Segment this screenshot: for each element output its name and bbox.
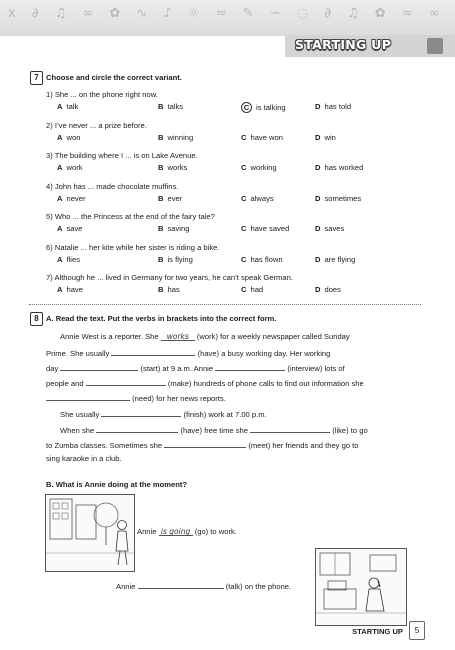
option-letter: A — [57, 254, 63, 264]
option-text: talks — [167, 102, 184, 111]
header-band — [0, 0, 455, 36]
option-text: never — [66, 193, 86, 203]
question-6-option-a[interactable] — [57, 255, 80, 264]
option-letter: C — [241, 163, 247, 172]
exercise-7-title: Choose and circle the correct variant. — [46, 73, 182, 82]
question-2-option-b[interactable] — [158, 133, 193, 142]
question-7-option-c[interactable] — [241, 285, 263, 294]
question-2-option-a[interactable] — [57, 133, 80, 142]
picture-1-sentence — [137, 527, 237, 536]
picture-annie-walking — [45, 494, 135, 572]
example-answer: is going — [160, 527, 191, 536]
option-letter: B — [158, 163, 164, 172]
section-divider — [29, 304, 421, 305]
text-line-3 — [46, 362, 345, 373]
option-letter: D — [315, 163, 321, 172]
option-text: ever — [167, 193, 183, 203]
page-title: STARTING UP — [295, 37, 392, 52]
text-line-4 — [46, 377, 364, 388]
question-2-option-c[interactable] — [241, 133, 283, 142]
option-letter: C — [241, 254, 247, 264]
option-letter: D — [315, 102, 321, 111]
option-letter: B — [158, 102, 164, 111]
question-6-option-c[interactable] — [241, 255, 283, 264]
option-text: have won — [250, 132, 283, 142]
text-segment: (make) hundreds of phone calls to find out information she — [167, 379, 364, 388]
text-segment: She usually — [60, 410, 100, 419]
text-segment: to Zumba classes. Sometimes she — [46, 441, 163, 450]
text-segment: (interview) lots of — [287, 364, 345, 373]
option-letter: D — [315, 254, 321, 264]
option-letter: A — [57, 224, 63, 233]
question-5-option-d[interactable] — [315, 224, 344, 233]
answer-gap[interactable] — [60, 362, 138, 371]
text-segment: (work) for a weekly newspaper called Sunday — [196, 332, 350, 341]
question-4-option-c[interactable] — [241, 194, 274, 203]
option-text: have saved — [250, 224, 290, 233]
option-text: talk — [66, 102, 79, 111]
answer-gap[interactable] — [86, 377, 166, 386]
text-segment: When she — [60, 426, 95, 435]
text-segment: (talk) on the phone. — [225, 582, 292, 591]
option-letter: D — [315, 285, 321, 294]
exercise-8a-title: A. Read the text. Put the verbs in brackets into the correct form. — [46, 314, 277, 323]
question-3-option-d[interactable] — [315, 163, 363, 172]
option-text: save — [66, 224, 83, 233]
option-letter: C — [241, 132, 247, 142]
question-4-option-a[interactable] — [57, 194, 85, 203]
answer-gap[interactable] — [111, 347, 195, 356]
option-text: are flying — [324, 254, 356, 264]
option-letter: C — [241, 193, 247, 203]
question-2-option-d[interactable] — [315, 133, 336, 142]
picture-annie-phone — [315, 548, 407, 626]
footer-label: STARTING UP — [352, 627, 403, 636]
street-scene-illustration — [46, 495, 134, 571]
option-text: working — [250, 163, 277, 172]
option-letter: C — [241, 224, 247, 233]
title-swatch — [427, 38, 443, 54]
question-5-option-c[interactable] — [241, 224, 289, 233]
text-line-6 — [60, 408, 267, 419]
text-segment: (go) to work. — [194, 527, 237, 536]
question-1-option-c[interactable] — [241, 102, 286, 113]
text-segment: (finish) work at 7.00 p.m. — [183, 410, 267, 419]
question-7-option-a[interactable] — [57, 285, 83, 294]
option-letter: D — [315, 224, 321, 233]
option-text: works — [167, 163, 188, 172]
option-text: does — [324, 285, 341, 294]
answer-gap[interactable] — [250, 424, 330, 433]
option-letter: B — [158, 224, 164, 233]
text-line-8 — [46, 439, 358, 450]
question-2: 2) I’ve never ... a prize before. — [46, 120, 147, 130]
exercise-8b-title: B. What is Annie doing at the moment? — [46, 480, 188, 489]
question-1-option-b[interactable] — [158, 102, 183, 111]
text-segment: (have) a busy working day. Her working — [197, 349, 331, 358]
text-segment: day — [46, 364, 59, 373]
option-text: sometimes — [324, 193, 362, 203]
option-letter: B — [158, 285, 164, 294]
question-7-option-d[interactable] — [315, 285, 341, 294]
option-text: have — [66, 285, 83, 294]
question-6: 6) Natalie ... her kite while her sister is riding a bike. — [46, 242, 220, 252]
text-segment: (start) at 9 a.m. Annie — [140, 364, 214, 373]
exercise-7-number: 7 — [30, 71, 43, 85]
option-text: is flying — [167, 254, 193, 264]
option-letter: A — [57, 102, 63, 111]
question-7-option-b[interactable] — [158, 285, 180, 294]
option-text: winning — [167, 132, 194, 142]
option-text: is talking — [256, 103, 286, 112]
option-text: has worked — [324, 163, 364, 172]
option-letter: D — [315, 132, 321, 142]
option-text: had — [250, 285, 264, 294]
text-segment: Annie — [116, 582, 136, 591]
text-segment: people and — [46, 379, 84, 388]
option-letter: D — [315, 193, 321, 203]
question-1: 1) She ... on the phone right now. — [46, 90, 158, 99]
exercise-8-number: 8 — [30, 312, 43, 326]
question-3-option-b[interactable] — [158, 163, 187, 172]
question-3-option-c[interactable] — [241, 163, 277, 172]
example-answer: works — [166, 332, 189, 341]
office-scene-illustration — [316, 549, 406, 625]
text-segment: Prime. She usually — [46, 349, 110, 358]
answer-gap[interactable] — [46, 392, 130, 401]
option-letter: C — [241, 102, 252, 113]
option-text: has told — [324, 102, 352, 111]
option-text: has — [167, 285, 180, 294]
answer-gap[interactable] — [164, 439, 246, 448]
text-line-5 — [46, 392, 226, 403]
text-line-2 — [46, 347, 330, 358]
question-1-option-d[interactable] — [315, 102, 351, 111]
option-text: win — [324, 132, 336, 142]
question-7: 7) Although he ... lived in Germany for two years, he can’t speak German. — [46, 273, 293, 282]
answer-gap[interactable] — [161, 332, 195, 341]
question-6-option-b[interactable] — [158, 255, 193, 264]
question-1-option-a[interactable] — [57, 102, 78, 111]
page-number: 5 — [409, 621, 425, 640]
option-letter: A — [57, 193, 63, 203]
question-4: 4) John has ... made chocolate muffins. — [46, 181, 179, 191]
option-text: won — [66, 132, 81, 142]
question-4-option-b[interactable] — [158, 194, 182, 203]
option-text: saving — [167, 224, 190, 233]
question-4-option-d[interactable] — [315, 194, 361, 203]
option-text: work — [66, 163, 83, 172]
question-5: 5) Who ... the Princess at the end of the fairy tale? — [46, 212, 215, 221]
text-segment: Annie — [137, 527, 157, 536]
question-3: 3) The building where I ... is on Lake Avenue. — [46, 151, 198, 160]
question-6-option-d[interactable] — [315, 255, 355, 264]
text-segment: (need) for her news reports. — [132, 394, 226, 403]
option-letter: B — [158, 193, 164, 203]
option-letter: C — [241, 285, 247, 294]
option-letter: B — [158, 132, 164, 142]
answer-gap[interactable] — [159, 527, 193, 536]
answer-gap[interactable] — [96, 424, 178, 433]
text-line-7 — [60, 424, 368, 435]
option-letter: A — [57, 132, 63, 142]
question-5-option-a[interactable] — [57, 224, 83, 233]
answer-gap[interactable] — [215, 362, 285, 371]
question-5-option-b[interactable] — [158, 224, 189, 233]
option-text: always — [250, 193, 274, 203]
header-doodles: x ∂ ♫ ∞ ✿ ∿ ♪ ☼ ≈ ✎ ∽ ◌ ∂ ♫ ✿ ≈ ∞ — [8, 6, 446, 21]
option-text: has flown — [250, 254, 283, 264]
text-segment: (have) free time she — [180, 426, 248, 435]
option-text: flies — [66, 254, 80, 264]
text-segment: (meet) her friends and they go to — [248, 441, 359, 450]
text-segment: Annie West is a reporter. She — [60, 332, 159, 341]
text-line-1 — [60, 332, 350, 341]
answer-gap[interactable] — [101, 408, 181, 417]
option-letter: A — [57, 163, 63, 172]
answer-gap[interactable] — [138, 580, 224, 589]
text-line-9: sing karaoke in a club. — [46, 454, 122, 463]
option-letter: B — [158, 254, 164, 264]
text-segment: (like) to go — [332, 426, 368, 435]
picture-2-sentence — [116, 580, 291, 591]
option-text: saves — [324, 224, 345, 233]
question-3-option-a[interactable] — [57, 163, 83, 172]
option-letter: A — [57, 285, 63, 294]
